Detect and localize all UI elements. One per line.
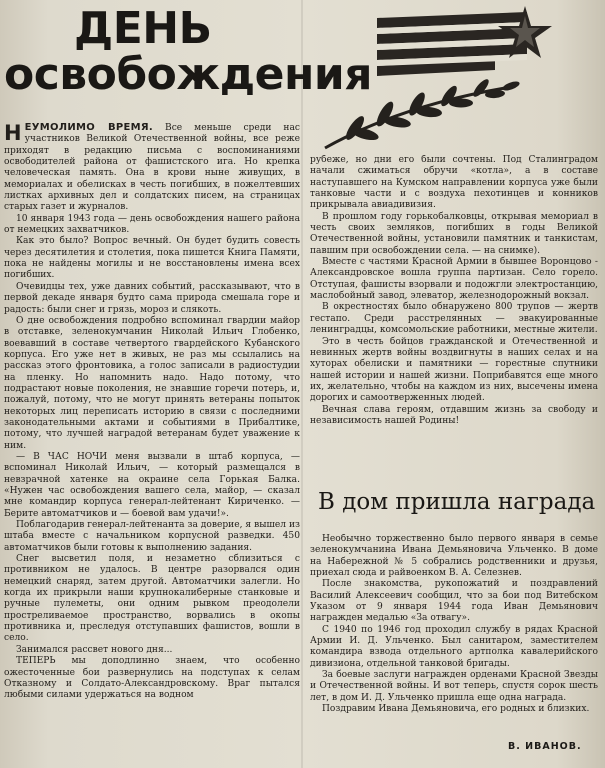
paragraph: Это в честь бойцов гражданской и Отечественной и невинных жертв войны воздвигнуты в наших селах и на хуторах обелиски и памятники — горестные спутники нашей истории и нашей жизни. Поприбавятся еще много их, желательно, чтобы на каждом из них, высечены имена дорогих и самоотверженных людей. xyxy=(310,336,598,404)
paragraph: Вечная слава героям, отдавшим жизнь за свободу и независимость нашей Родины! xyxy=(310,404,598,426)
paragraph: В окрестностях было обнаружено 800 трупов — жертв гестапо. Среди расстрелянных — эвакуированные ленинградцы, комсомольские работники, местные жители. xyxy=(310,302,598,336)
headline xyxy=(4,3,372,100)
paragraph: Поздравим Ивана Демьяновича, его родных и близких. xyxy=(322,704,590,715)
paragraph: ТЕПЕРЬ мы доподлинно знаем, что особенно ожесточенные бои развернулись на подступах к селам Отказному и Солдато-Александровскому. Враг пытался любыми силами удержаться на водном xyxy=(4,656,300,701)
paragraph: Как это было? Вопрос вечный. Он будет будить совесть через десятилетия и столетия, пока пишется Книга Памяти, пока не найдены могилы и не восстановлены имена всех погибших. xyxy=(4,236,300,281)
paragraph-lead: НЕУМОЛИМО ВРЕМЯ. Все меньше среди нас участников Великой Отечественной войны, все реже приходят в редакцию письма с воспоминаниями освободителей района от фашистского ига. Но крепка человеческая память. Она в крови ныне живущих, в мемориалах и обелисках в честь погибших, в пожелтевших листках архивных дел и солдатских писем, на страницах старых газет и журналов. xyxy=(4,122,300,213)
headline-line-1: ДЕНЬ xyxy=(74,3,212,54)
paragraph: Необычно торжественно было первого января в семье зеленокумчанина Ивана Демьяновича Ульченко. В доме на Набережной № 5 собрались родственники и друзья, приехал сюда и райвоенком В. А. Селезнев. xyxy=(310,534,598,579)
paragraph: Вместе с частями Красной Армии в бывшее Воронцово - Александровское вошла группа партизан. Село горело. Отступая, фашисты взорвали и подожгли электростанцию, маслобойный завод, элеватор, железнодорожный вокзал. xyxy=(310,257,598,302)
paragraph: После знакомства, рукопожатий и поздравлений Василий Алексеевич сообщил, что за бои под Витебском Указом от 9 января 1944 года Иван Демьянович награжден медалью «За отвагу». xyxy=(310,579,598,624)
paragraph: рубеже, но дни его были сочтены. Под Сталинградом начали сжиматься обручи «котла», а в составе наступавшего на Кумском направлении корпуса уже были танковые части и с воздуха пехотинцев и конников прикрывала авиадивизия. xyxy=(310,155,598,211)
paragraph: Снег высветил поля, и незаметно сблизиться с противником не удалось. В центре разорвался один немецкий снаряд, затем другой. Автоматчики залегли. Но когда их прикрыли наши крупнокалиберные станковые и ручные пулеметы, они одним рывком преодолели простреливаемое пространство, ворвались в окопы противника и, преследуя отступавших фашистов, вошли в село. xyxy=(4,554,300,644)
article-column-1 xyxy=(4,122,300,762)
paragraph: В прошлом году горькобалковцы, открывая мемориал в честь своих земляков, погибших в годы Великой Отечественной войны, установили памятник и танкистам, павшим при освобождении села. — на снимке). xyxy=(310,211,598,256)
award-article-column xyxy=(310,534,598,744)
paragraph: Очевидцы тех, уже давних событий, рассказывают, что в первой декаде января будто сама природа смешала горе и радость: были снег и грязь, мороз и слякоть. xyxy=(4,281,300,315)
article-column-2 xyxy=(310,155,598,458)
paragraph: Занимался рассвет нового дня... xyxy=(16,644,173,655)
drop-cap: Н xyxy=(4,122,22,145)
paragraph: — В ЧАС НОЧИ меня вызвали в штаб корпуса, — вспоминал Николай Ильич, — который размещался в невзрачной хатенке на окраине села Горькая Балка. «Нужен час освобождения вашего села, майор, — сказал мне командир корпуса генерал-лейтенант Кириченко. — Берите автоматчиков и — боевой вам удачи!». xyxy=(4,451,300,519)
paragraph: С 1940 по 1946 год проходил службу в рядах Красной Армии И. Д. Ульченко. Был санитаром, заместителем командира взвода отдельного артполка кавалерийского дивизиона, отдельной танковой бригады. xyxy=(310,624,598,669)
award-headline: В дом пришла награда xyxy=(318,489,596,515)
page-fold xyxy=(301,0,303,768)
headline-line-2: освобождения xyxy=(4,49,372,100)
paragraph: 10 января 1943 года — день освобождения нашего района от немецких захватчиков. xyxy=(4,213,300,236)
star-and-laurel-icon xyxy=(305,0,565,150)
paragraph: О дне освобождения подробно вспоминал гвардии майор в отставке, зеленокумчанин Николай Ильич Глобенко, воевавший в составе четвертого гвардейского Кубанского корпуса. Его уже нет в живых, не раз мы ссылались на рассказ этого фронтовика, а голос записали в радиостудии на пленку. Но напомнить надо. Надо потому, что подрастают новые поколения, не знавшие горечи потерь, и, пожалуй, потому, что не могут принять ветераны попыток некоторых лиц переписать историю в связи с последними законодательными актами и событиями в Прибалтике, потому, что лучшей наградой ветеранам будет уважение к ним. xyxy=(4,315,300,451)
author-signature: В. ИВАНОВ. xyxy=(508,741,582,752)
paragraph: Поблагодарив генерал-лейтенанта за доверие, я вышел из штаба вместе с начальником корпусной разведки. 450 автоматчиков были готовы к выполнению задания. xyxy=(4,520,300,553)
paragraph: За боевые заслуги награжден орденами Красной Звезды и Отечественной войны. И вот теперь, спустя сорок шесть лет, в дом И. Д. Ульченко пришла еще одна награда. xyxy=(310,670,598,703)
